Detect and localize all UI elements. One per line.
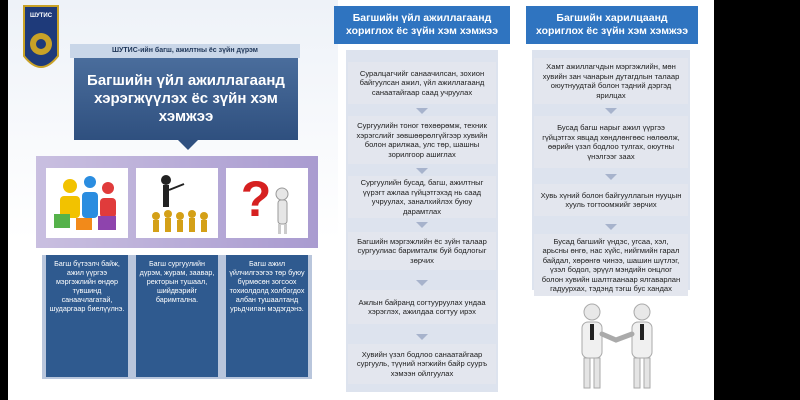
right-item-3: Хувь хүний болон байгууллагын нууцын хууль тогтоомжийг зөрчих	[534, 184, 688, 216]
rule-ribbon: ШУТИС-ийн багш, ажилтны ёс зүйн дүрэм	[70, 44, 300, 58]
left-note-2: Багш сургуулийн дүрэм, журам, заавар, ректорын тушаал, шийдвэрийг баримталнa.	[136, 255, 218, 377]
svg-text:?: ?	[240, 171, 272, 227]
left-note-3: Багш ажил үйлчилгээгээ төр буюу бүрмөсөн зогсоох тохиолдолд холбогдох албан тушаалтанд урьдчилан мэдэгдэнэ.	[226, 255, 308, 377]
center-item-4: Багшийн мэргэжлийн ёс зүйн талаар сургуулиас баримталж буй бодлогыг зөрчих	[348, 232, 496, 270]
right-item-4: Бусад багшийг үндэс, угсаа, хэл, арьсны өнгө, нас хүйс, нийгмийн гарал байдал, хөрөнгө чинээ, шашин шүтлэг, үзэл бодол, эрүүл мэндийн онцлог болон хувийн шалтгаанаар ялгаварлан гадуурхах, тэдэнд тэгш бус хандах	[534, 234, 688, 296]
right-item-1: Хамт ажиллагчдын мэргэжлийн, мөн хувийн зан чанарын дутагдлын талаар оюутнуудтай болон тэдний дэргэд ярилцах	[534, 58, 688, 104]
center-item-2: Сургуулийн тоног төхөөрөмж, техник хэрэгслийг зөвшөөрөлгүйгээр хувийн болон арилжаа, улс төр, шашны зорилгоор ашиглах	[348, 116, 496, 164]
team-puzzle-icon	[46, 168, 128, 238]
center-item-6: Хувийн үзэл бодлоо санаатайгаар сургууль, түүний нэгжийн байр сууръ хэмээн ойлгуулах	[348, 344, 496, 384]
center-header: Багшийн үйл ажиллагаанд хориглох ёс зүйн хэм хэмжээ	[334, 6, 510, 44]
right-header: Багшийн харилцаанд хориглох ёс зүйн хэм хэмжээ	[526, 6, 698, 44]
slide	[8, 0, 714, 400]
right-item-2: Бусад багш нарыг ажил үүргээ гүйцэтгэх явцад хөндлөнгөөс нөлөөлж, өөрийн үзэл бодлоо тулгах, оюутны үнэлгээг заах	[534, 116, 688, 168]
leader-crowd-icon	[136, 168, 218, 238]
question-figure-icon	[226, 168, 308, 238]
center-item-1: Суралцагчийг санаачилсан, зохион байгуулсан ажил, үйл ажиллагаанд санаатайгаар саад учруулах	[348, 62, 496, 104]
center-item-3: Сургуулийн бусад, багш, ажилтныг үүрэгт ажлаа гүйцэтгэхэд нь саад учруулах, заналхийлэх буюу дарамтлах	[348, 176, 496, 218]
logo-text: ШУТИС	[29, 13, 53, 19]
left-note-1: Багш бүтээлч байж, ажил үүргээ мэргэжлийн өндөр түвшинд санаачлагатай, шударгаар биелүүлнэ.	[46, 255, 128, 377]
center-item-5: Ажлын байранд согтууруулах ундаа хэрэглэх, ажилдаа согтуу ирэх	[348, 290, 496, 324]
handshake-people-icon	[564, 300, 668, 392]
main-title: Багшийн үйл ажиллагаанд хэрэгжүүлэх ёс зүйн хэм хэмжээ	[74, 58, 298, 140]
university-shield-icon	[22, 4, 60, 78]
